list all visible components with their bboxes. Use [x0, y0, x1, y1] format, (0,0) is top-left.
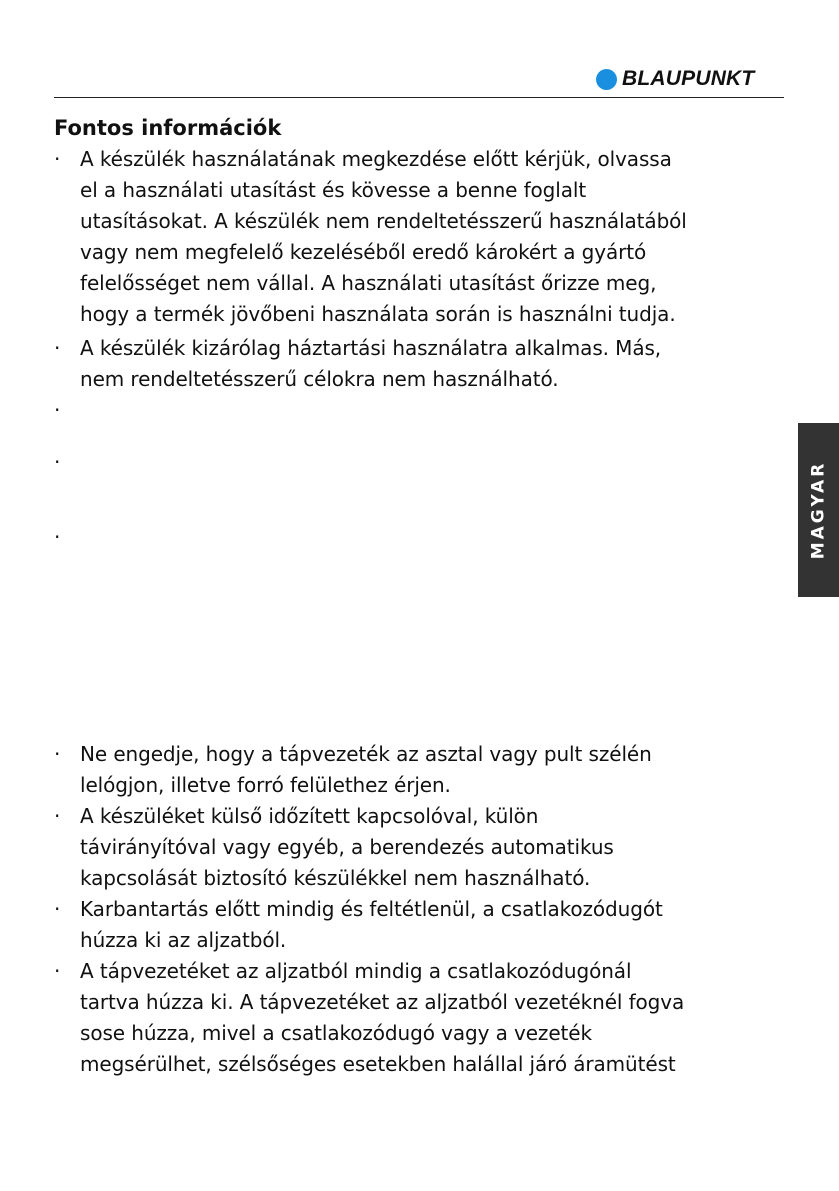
header-divider: [54, 97, 784, 98]
bullet-icon: ·: [54, 147, 61, 171]
brand-logo: [596, 66, 754, 92]
bullet-icon: ·: [54, 450, 61, 474]
bullet-icon: ·: [54, 897, 61, 921]
list-item-text: A tápvezetéket az aljzatból mindig a csatlakozódugónál tartva húzza ki. A tápvezetéket az aljzatból vezetéknél fogva sose húzza, mivel a csatlakozódugó vagy a vezeték megsérülhet, szélsőséges esetekben halállal járó áramütést: [80, 959, 685, 1076]
bullet-icon: ·: [54, 398, 61, 422]
list-item-text: A készülék kizárólag háztartási használatra alkalmas. Más, nem rendeltetésszerű célokra nem használható.: [80, 336, 662, 391]
list-item-text: A készülék használatának megkezdése előtt kérjük, olvassa el a használati utasítást és kövesse a benne foglalt utasításokat. A készülék nem rendeltetésszerű használatából vagy nem megfelelő kezeléséből eredő károkért a gyártó felelősséget nem vállal. A használati utasítást őrizze meg, hogy a termék jövőbeni használata során is használni tudja.: [80, 147, 687, 326]
language-tab-label: MAGYAR: [808, 460, 829, 560]
brand-dot-icon: [596, 69, 617, 90]
list-item-text: A készüléket külső időzített kapcsolóval, külön távirányítóval vagy egyéb, a berendezés automatikus kapcsolását biztosító készülékkel nem használható.: [80, 804, 614, 890]
section-heading: Fontos információk: [54, 116, 282, 140]
bullet-icon: ·: [54, 804, 61, 828]
list-item-text: Ne engedje, hogy a tápvezeték az asztal vagy pult szélén lelógjon, illetve forró felülethez érjen.: [80, 742, 652, 797]
bullet-icon: ·: [54, 959, 61, 983]
list-item-text: Karbantartás előtt mindig és feltétlenül, a csatlakozódugót húzza ki az aljzatból.: [80, 897, 663, 952]
bullet-icon: ·: [54, 336, 61, 360]
language-tab: [798, 423, 839, 597]
brand-name: BLAUPUNKT: [622, 67, 755, 90]
bullet-icon: ·: [54, 742, 61, 766]
bullet-icon: ·: [54, 525, 61, 549]
